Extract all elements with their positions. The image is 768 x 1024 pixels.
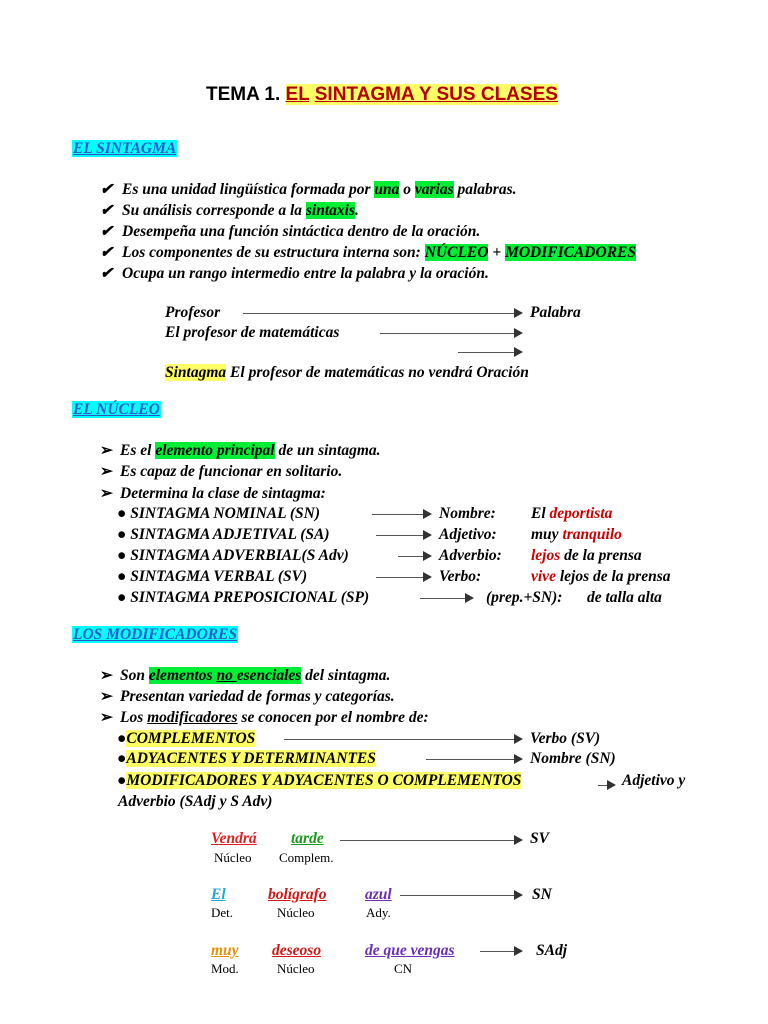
clase-example: vive lejos de la prensa xyxy=(531,568,671,585)
arrow-icon xyxy=(376,577,430,578)
clase-kind: Nombre: xyxy=(439,505,496,522)
example-label: CN xyxy=(394,961,413,976)
mod-target-cont: Adverbio (SAdj y S Adv) xyxy=(118,793,273,810)
list-item: ➢ Los modificadores se conocen por el nombre de: xyxy=(100,709,429,726)
example-word: deseoso xyxy=(272,942,322,959)
clase-row: ● SINTAGMA ADVERBIAL(S Adv) xyxy=(117,547,349,564)
arrow-icon xyxy=(400,895,521,896)
arrow-icon xyxy=(458,352,521,353)
example-profesor: Profesor xyxy=(165,304,221,321)
check-icon: ✔ xyxy=(100,265,113,282)
bullet-icon: ● xyxy=(117,526,131,543)
section-label: LOS MODIFICADORES xyxy=(73,626,238,643)
example-result: SAdj xyxy=(536,942,568,959)
arrow-icon xyxy=(398,556,430,557)
arrow-icon xyxy=(376,535,430,536)
arrowhead-bullet-icon: ➢ xyxy=(100,463,113,480)
mod-target: Nombre (SN) xyxy=(530,750,616,767)
arrow-icon xyxy=(372,514,430,515)
section-label: EL SINTAGMA xyxy=(73,140,177,157)
title-part2: SINTAGMA Y SUS CLASES xyxy=(314,84,558,105)
mod-row: ●ADYACENTES Y DETERMINANTES xyxy=(117,750,376,767)
clase-row: ● SINTAGMA ADJETIVAL (SA) xyxy=(117,526,330,543)
arrow-icon xyxy=(243,313,521,314)
example-label: Núcleo xyxy=(214,850,252,865)
example-word: tarde xyxy=(291,830,324,847)
arrowhead-bullet-icon: ➢ xyxy=(100,688,113,705)
check-icon: ✔ xyxy=(100,181,113,198)
example-label: Ady. xyxy=(366,905,391,920)
arrowhead-bullet-icon: ➢ xyxy=(100,667,113,684)
example-oracion: Sintagma El profesor de matemáticas no vendrá Oración xyxy=(165,364,529,381)
bullet-icon: ● xyxy=(117,547,131,564)
mod-row: ●MODIFICADORES Y ADYACENTES O COMPLEMENTOS xyxy=(117,772,522,789)
list-item: ➢ Determina la clase de sintagma: xyxy=(100,485,326,502)
title-prefix: TEMA 1. xyxy=(206,84,281,105)
clase-row: ● SINTAGMA NOMINAL (SN) xyxy=(117,505,321,522)
mod-target: Verbo (SV) xyxy=(530,730,601,747)
example-word: muy xyxy=(211,942,239,959)
check-icon: ✔ xyxy=(100,202,113,219)
list-item: ➢ Es capaz de funcionar en solitario. xyxy=(100,463,343,480)
clase-kind: (prep.+SN): xyxy=(486,589,563,606)
list-item: ➢ Es el elemento principal de un sintagma. xyxy=(100,442,381,459)
list-item: ✔ Su análisis corresponde a la sintaxis. xyxy=(100,202,359,219)
clase-row: ● SINTAGMA PREPOSICIONAL (SP) xyxy=(117,589,370,606)
example-result: SV xyxy=(530,830,549,847)
example-label: Det. xyxy=(211,905,234,920)
clase-example: de talla alta xyxy=(587,589,662,606)
list-item: ✔ Los componentes de su estructura interna son: NÚCLEO + MODIFICADORES xyxy=(100,244,636,261)
check-icon: ✔ xyxy=(100,244,113,261)
list-item: ✔ Es una unidad lingüística formada por una o varias palabras. xyxy=(100,181,517,198)
section-heading-nucleo xyxy=(72,401,161,419)
list-item: ✔ Ocupa un rango intermedio entre la palabra y la oración. xyxy=(100,265,489,282)
clase-kind: Adjetivo: xyxy=(439,526,497,543)
arrow-icon xyxy=(598,785,614,786)
section-heading-sintagma xyxy=(72,140,177,158)
clase-kind: Adverbio: xyxy=(439,547,502,564)
example-word: bolígrafo xyxy=(268,886,327,903)
bullet-icon: ● xyxy=(117,750,127,767)
example-label: Núcleo xyxy=(277,961,315,976)
list-item: ✔ Desempeña una función sintáctica dentro de la oración. xyxy=(100,223,481,240)
section-heading-modificadores xyxy=(72,626,238,644)
example-label: Mod. xyxy=(211,961,239,976)
example-palabra: Palabra xyxy=(530,304,581,321)
page-title xyxy=(206,84,558,106)
example-result: SN xyxy=(532,886,552,903)
example-label: Núcleo xyxy=(277,905,315,920)
example-word: El xyxy=(211,886,226,903)
list-item: ➢ Son elementos no esenciales del sintagma. xyxy=(100,667,391,684)
example-label: Complem. xyxy=(279,850,334,865)
arrow-icon xyxy=(426,759,521,760)
mod-target: Adjetivo y xyxy=(622,772,686,789)
clase-row: ● SINTAGMA VERBAL (SV) xyxy=(117,568,308,585)
example-word: de que vengas xyxy=(365,942,455,959)
section-label: EL NÚCLEO xyxy=(73,401,160,418)
bullet-icon: ● xyxy=(117,772,127,789)
clase-example: El deportista xyxy=(531,505,613,522)
arrow-icon xyxy=(380,333,521,334)
example-word: azul xyxy=(365,886,392,903)
example-word: Vendrá xyxy=(211,830,257,847)
clase-example: lejos de la prensa xyxy=(531,547,642,564)
arrow-icon xyxy=(480,951,521,952)
arrowhead-bullet-icon: ➢ xyxy=(100,442,113,459)
bullet-icon: ● xyxy=(117,505,131,522)
check-icon: ✔ xyxy=(100,223,113,240)
mod-row: ●COMPLEMENTOS xyxy=(117,730,256,747)
clase-kind: Verbo: xyxy=(439,568,482,585)
arrowhead-bullet-icon: ➢ xyxy=(100,485,113,502)
list-item: ➢ Presentan variedad de formas y categorías. xyxy=(100,688,395,705)
bullet-icon: ● xyxy=(117,730,127,747)
arrow-icon xyxy=(420,598,472,599)
arrowhead-bullet-icon: ➢ xyxy=(100,709,113,726)
bullet-icon: ● xyxy=(117,589,131,606)
arrow-icon xyxy=(284,739,521,740)
example-frase: El profesor de matemáticas xyxy=(165,324,340,341)
bullet-icon: ● xyxy=(117,568,131,585)
arrow-icon xyxy=(340,840,521,841)
title-part1: EL xyxy=(285,84,310,105)
clase-example: muy tranquilo xyxy=(531,526,622,543)
